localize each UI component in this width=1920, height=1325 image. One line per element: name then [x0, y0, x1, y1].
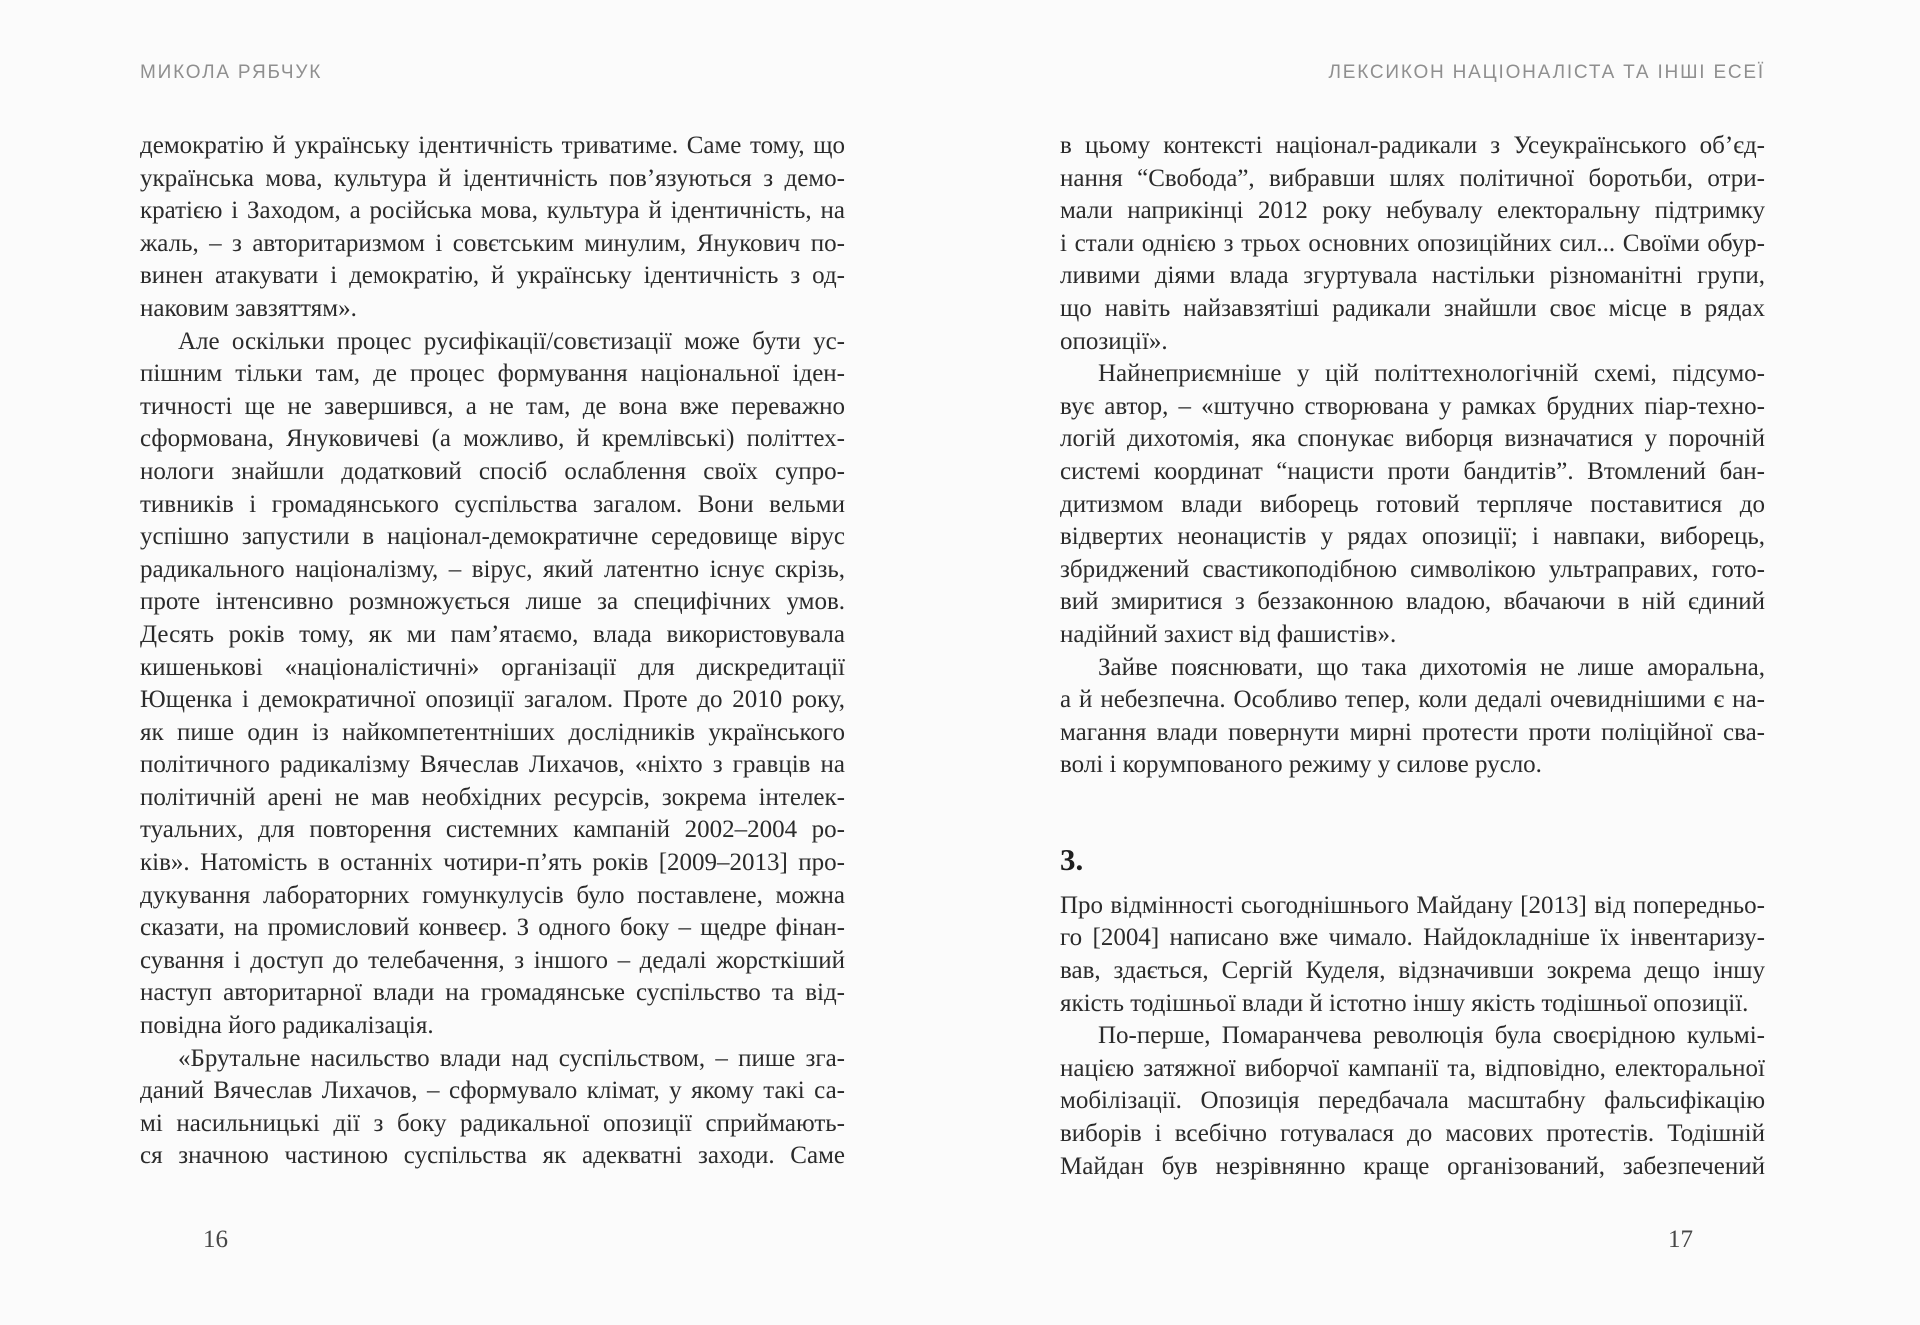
- page-number-right: 17: [1668, 1226, 1693, 1253]
- section-heading: 3.: [1060, 841, 1084, 877]
- text-line: мі насильницькі дії з боку радикальної опозиції сприймають-: [140, 1109, 845, 1137]
- text-line: жаль, – з авторитаризмом і совєтським минулим, Янукович по-: [140, 229, 845, 257]
- text-line: опозиції».: [1060, 327, 1168, 355]
- text-line: Найнеприємніше у цій політтехнологічній схемі, підсумо-: [1098, 360, 1765, 388]
- text-line: Десять років тому, як ми пам’ятаємо, влада використовувала: [140, 620, 845, 648]
- text-line: тичності ще не завершився, а не там, де вона вже переважно: [140, 392, 845, 420]
- text-line: нання “Свобода”, вибравши шлях політичної боротьби, отри-: [1060, 164, 1765, 192]
- paragraph: [1060, 652, 1765, 782]
- text-line: Але оскільки процес русифікації/совєтизації може бути ус-: [178, 327, 845, 355]
- paragraph: [140, 1043, 845, 1173]
- text-line: українська мова, культура й ідентичність пов’язуються з демо-: [140, 164, 845, 192]
- text-line: сування і доступ до телебачення, з іншого – дедалі жорсткіший: [140, 946, 845, 974]
- text-line: ків». Натомість в останніх чотири-п’ять років [2009–2013] про-: [140, 849, 845, 877]
- text-line: логій дихотомія, яка спонукає виборця визначатися у порочній: [1060, 425, 1765, 453]
- page-body-left: [140, 130, 845, 1173]
- text-line: радикального націоналізму, – вірус, який латентно існує скрізь,: [140, 555, 845, 583]
- paragraph: [1060, 890, 1765, 1020]
- text-line: сказати, на промисловий конвеєр. З одного боку – щедре фінан-: [140, 914, 845, 942]
- paragraph: [1060, 130, 1765, 358]
- text-line: політичній арені не мав необхідних ресурсів, зокрема інтелек-: [140, 783, 845, 811]
- text-line: системі координат “нацисти проти бандитів”. Втомлений бан-: [1060, 457, 1765, 485]
- text-line: як пише один із найкомпетентніших дослідників українського: [140, 718, 845, 746]
- text-line: магання влади повернути мирні протести проти поліційної сва-: [1060, 718, 1765, 746]
- text-line: ливими діями влада згуртувала настільки різноманітні групи,: [1060, 262, 1765, 290]
- text-line: тивників і громадянського суспільства загалом. Вони вельми: [140, 490, 845, 518]
- text-line: го [2004] написано вже чимало. Найдокладніше їх інвентаризу-: [1060, 924, 1765, 952]
- text-line: надійний захист від фашистів».: [1060, 620, 1397, 648]
- text-line: дукування лабораторних гомункулусів було поставлене, можна: [140, 881, 845, 909]
- text-line: туальних, для повторення системних кампаній 2002–2004 ро-: [140, 816, 845, 844]
- paragraph: [140, 326, 845, 1043]
- text-line: сформована, Януковичеві (а можливо, й кремлівські) політтех-: [140, 425, 845, 453]
- text-line: винен атакувати і демократію, й українську ідентичність з од-: [140, 262, 845, 290]
- paragraph: [1060, 358, 1765, 651]
- text-line: виборів і всебічно готувалася до масових протестів. Тодішній: [1060, 1120, 1765, 1148]
- text-line: вав, здається, Сергій Куделя, відзначивши зокрема дещо іншу: [1060, 957, 1765, 985]
- text-line: По-перше, Помаранчева революція була своєрідною кульмі-: [1098, 1022, 1765, 1050]
- text-line: відвертих неонацистів у рядах опозиції; і навпаки, виборець,: [1060, 523, 1765, 551]
- page-number-left: 16: [203, 1226, 228, 1253]
- text-line: мобілізації. Опозиція передбачала масштабну фальсифікацію: [1060, 1087, 1765, 1115]
- text-line: Про відмінності сьогоднішнього Майдану [2013] від попередньо-: [1060, 891, 1765, 919]
- page-right: [1060, 0, 1765, 1325]
- text-line: вує автор, – «штучно створювана у рамках брудних піар-техно-: [1060, 392, 1765, 420]
- text-line: дитизмом влади виборець готовий терпляче поставитися до: [1060, 490, 1765, 518]
- text-line: що навіть найзавзятіші радикали знайшли своє місце в рядах: [1060, 294, 1765, 322]
- text-line: проте інтенсивно розмножується лише за специфічних умов.: [140, 588, 845, 616]
- text-line: демократію й українську ідентичність триватиме. Саме тому, що: [140, 132, 845, 159]
- text-line: збриджений свастикоподібною символікою ультраправих, гото-: [1060, 555, 1765, 583]
- text-line: успішно запустили в націонал-демократичне середовище вірус: [140, 523, 845, 551]
- running-header-author: МИКОЛА РЯБЧУК: [140, 62, 323, 83]
- text-line: якість тодішньої влади й істотно іншу якість тодішньої опозиції.: [1060, 989, 1749, 1017]
- paragraph: [1060, 1020, 1765, 1183]
- text-line: ся значною частиною суспільства як адекватні заходи. Саме: [140, 1142, 845, 1170]
- text-line: даний Вячеслав Лихачов, – сформувало клімат, у якому такі са-: [140, 1077, 845, 1105]
- text-line: а й небезпечна. Особливо тепер, коли дедалі очевиднішими є на-: [1060, 686, 1765, 714]
- text-line: вий змиритися з беззаконною владою, вбачаючи в ній єдиний: [1060, 588, 1765, 616]
- text-line: нацією затяжної виборчої кампанії та, відповідно, електоральної: [1060, 1054, 1765, 1082]
- text-line: в цьому контексті націонал-радикали з Усеукраїнського об’єд-: [1060, 132, 1765, 159]
- text-line: кратією і Заходом, а російська мова, культура й ідентичність, на: [140, 197, 845, 225]
- text-line: наковим завзяттям».: [140, 294, 357, 322]
- page-body-right: [1060, 130, 1765, 1183]
- text-line: повідна його радикалізація.: [140, 1012, 434, 1040]
- text-line: політичного радикалізму Вячеслав Лихачов, «ніхто з гравців на: [140, 751, 845, 779]
- running-header-book-title: ЛЕКСИКОН НАЦІОНАЛІСТА ТА ІНШІ ЕСЕЇ: [1328, 62, 1765, 83]
- text-line: волі і корумпованого режиму у силове русло.: [1060, 751, 1542, 779]
- text-line: кишенькові «націоналістичні» організації для дискредитації: [140, 653, 845, 681]
- page-left: [140, 0, 845, 1325]
- text-line: мали наприкінці 2012 року небувалу електоральну підтримку: [1060, 197, 1765, 225]
- text-line: «Брутальне насильство влади над суспільством, – пише зга-: [178, 1044, 845, 1072]
- text-line: наступ авторитарної влади на громадянське суспільство та від-: [140, 979, 845, 1007]
- text-line: Майдан був незрівнянно краще організований, забезпечений: [1060, 1152, 1765, 1180]
- text-line: Ющенка і демократичної опозиції загалом. Проте до 2010 року,: [140, 686, 845, 714]
- paragraph: [140, 130, 845, 326]
- text-line: нологи знайшли додатковий спосіб ослаблення своїх супро-: [140, 457, 845, 485]
- text-line: і стали однією з трьох основних опозиційних сил... Своїми обур-: [1060, 229, 1765, 257]
- text-line: Зайве пояснювати, що така дихотомія не лише аморальна,: [1098, 653, 1765, 681]
- text-line: пішним тільки там, де процес формування національної іден-: [140, 360, 845, 388]
